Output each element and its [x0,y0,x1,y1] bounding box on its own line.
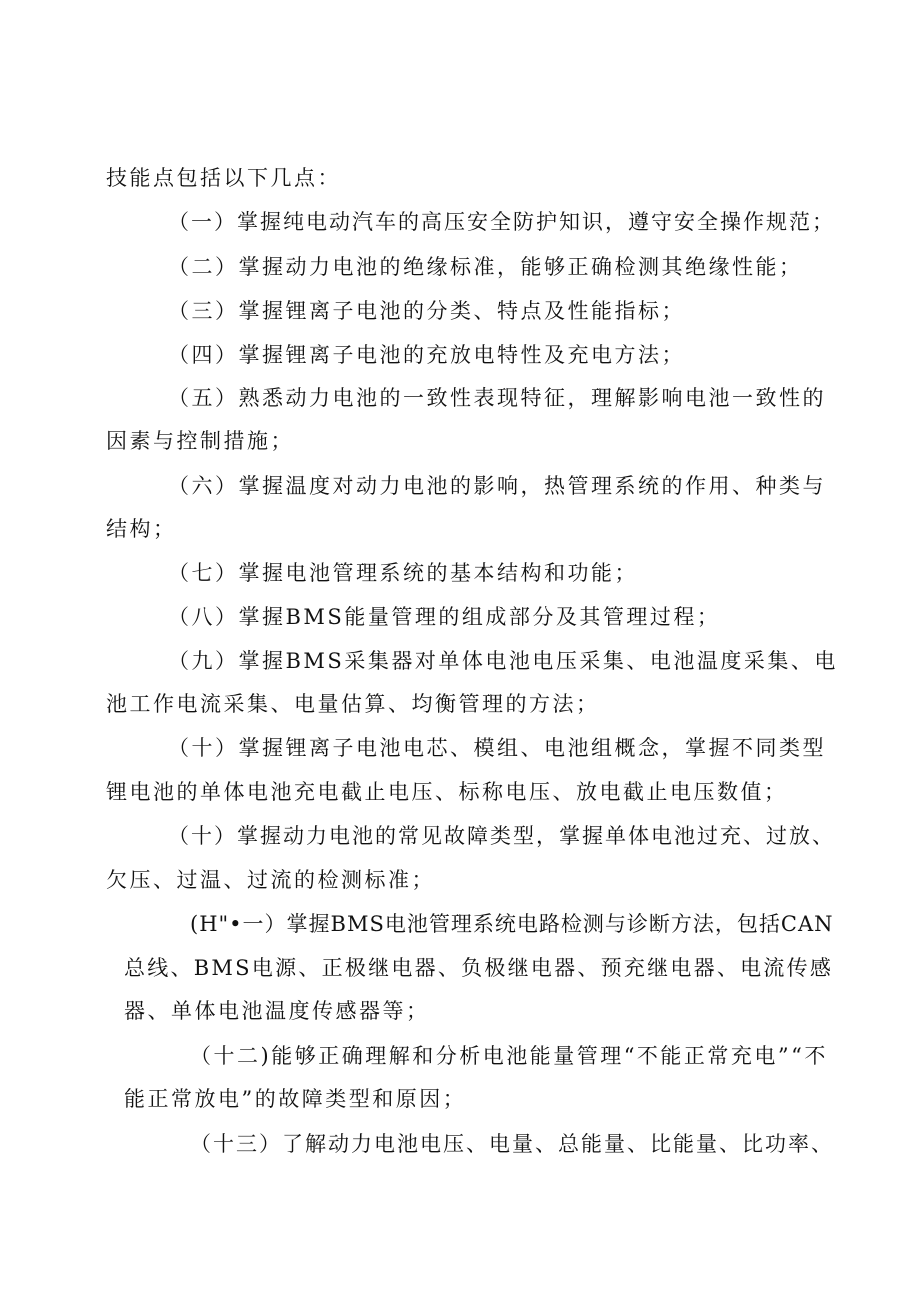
item-3-line-1: （三）掌握锂离子电池的分类、特点及性能指标； [168,299,685,323]
item-2-line-1: （二）掌握动力电池的绝缘标准，能够正确检测其绝缘性能； [168,255,803,279]
intro-line: 技能点包括以下几点： [106,166,341,190]
item-13-line-1: （十二)能够正确理解和分析电池能量管理“不能正常充电”“不 [190,1044,828,1068]
item-13-line-2: 能正常放电”的故障类型和原因； [124,1087,467,1111]
item-9-line-2: 池工作电流采集、电量估算、均衡管理的方法； [106,692,600,716]
item-7-line-1: （七）掌握电池管理系统的基本结构和功能； [168,561,638,585]
item-6-line-1: （六）掌握温度对动力电池的影响，热管理系统的作用、种类与 [168,474,826,498]
item-10-line-2: 锂电池的单体电池充电截止电压、标称电压、放电截止电压数值； [106,780,788,804]
item-8-line-1: （八）掌握BMS能量管理的组成部分及其管理过程； [168,605,721,629]
item-9-line-1: （九）掌握BMS采集器对单体电池电压采集、电池温度采集、电 [168,649,838,673]
item-11-line-1: （十）掌握动力电池的常见故障类型，掌握单体电池过充、过放、 [168,824,835,848]
item-10-line-1: （十）掌握锂离子电池电芯、模组、电池组概念，掌握不同类型 [168,736,826,760]
item-14-line-1: （十三）了解动力电池电压、电量、总能量、比能量、比功率、 [190,1132,834,1156]
item-4-line-1: （四）掌握锂离子电池的充放电特性及充电方法； [168,343,685,367]
item-12-line-2: 总线、BMS电源、正极继电器、负极继电器、预充继电器、电流传感 [124,956,834,980]
item-5-line-1: （五）熟悉动力电池的一致性表现特征，理解影响电池一致性的 [168,386,826,410]
item-5-line-2: 因素与控制措施； [106,429,294,453]
item-12-line-3: 器、单体电池温度传感器等； [124,999,430,1023]
item-11-line-2: 欠压、过温、过流的检测标准； [106,868,435,892]
item-6-line-2: 结构； [106,517,177,541]
item-1-line-1: （一）掌握纯电动汽车的高压安全防护知识，遵守安全操作规范； [168,210,835,234]
item-12-line-1: (H"•一）掌握BMS电池管理系统电路检测与诊断方法，包括CAN [190,912,834,936]
